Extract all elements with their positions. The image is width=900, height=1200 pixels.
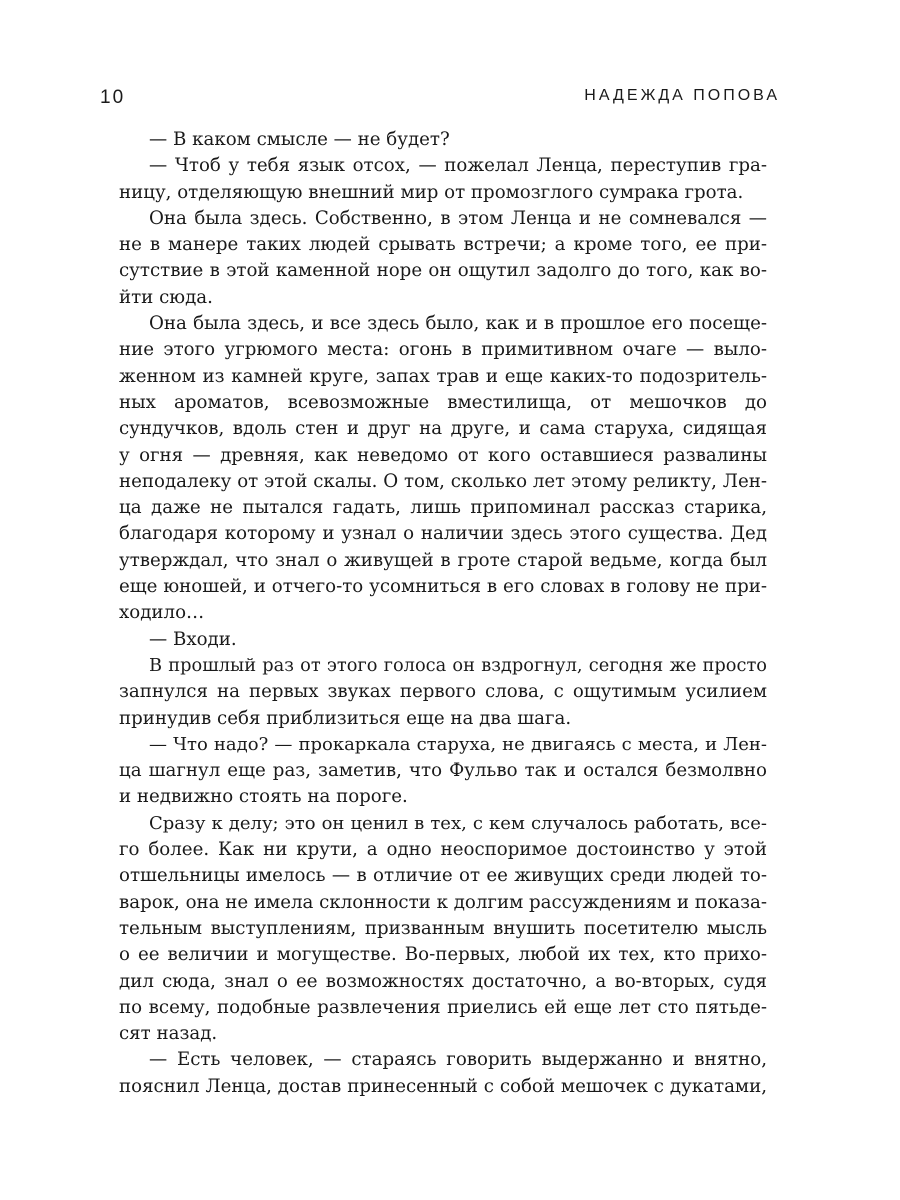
text-line: не в манере таких людей срывать встречи; а кроме того, ее при-	[119, 234, 767, 256]
page-number: 10	[100, 87, 126, 108]
text-line: Сразу к делу; это он ценил в тех, с кем случалось работать, все-	[149, 812, 767, 834]
text-line: благодаря которому и узнал о наличии здесь этого существа. Дед	[119, 523, 767, 545]
text-line: тельным выступлениям, призванным внушить посетителю мысль	[119, 917, 767, 939]
text-line: ца шагнул еще раз, заметив, что Фульво так и остался безмолвно	[119, 760, 767, 782]
text-line: женном из камней круге, запах трав и еще каких-то подозритель-	[119, 365, 767, 387]
text-line: сят назад.	[119, 1023, 218, 1045]
text-line: го более. Как ни крути, а одно неоспоримое достоинство у этой	[119, 839, 767, 861]
text-line: ных ароматов, всевозможные вместилища, от мешочков до	[119, 391, 767, 413]
text-line: Она была здесь. Собственно, в этом Ленца и не сомневался —	[149, 207, 767, 229]
text-line: — Что надо? — прокаркала старуха, не двигаясь с места, и Лен-	[149, 733, 767, 755]
text-line: пояснил Ленца, достав принесенный с собой мешочек с дукатами,	[119, 1075, 767, 1097]
running-head-author: НАДЕЖДА ПОПОВА	[584, 87, 780, 104]
text-line: отшельницы имелось — в отличие от ее живущих среди людей то-	[119, 865, 767, 887]
text-line: — В каком смысле — не будет?	[149, 129, 450, 150]
text-line: варок, она не имела склонности к долгим рассуждениям и показа-	[119, 891, 768, 913]
text-line: еще юношей, и отчего-то усомниться в его словах в голову не при-	[119, 576, 767, 598]
text-line: по всему, подобные развлечения приелись ей еще лет сто пятьде-	[119, 996, 767, 1018]
text-line: принудив себя приблизиться еще на два шага.	[119, 707, 572, 729]
text-line: запнулся на первых звуках первого слова, с ощутимым усилием	[119, 681, 767, 703]
text-line: Она была здесь, и все здесь было, как и в прошлое его посеще-	[149, 313, 767, 335]
text-line: утверждал, что знал о живущей в гроте старой ведьме, когда был	[119, 549, 767, 571]
text-line: — Входи.	[149, 628, 237, 650]
text-line: сундучков, вдоль стен и друг на друге, и сама старуха, сидящая	[119, 418, 767, 440]
text-line: В прошлый раз от этого голоса он вздрогнул, сегодня же просто	[149, 654, 767, 676]
text-line: — Чтоб у тебя язык отсох, — пожелал Ленца, переступив гра-	[149, 155, 767, 177]
text-line: — Есть человек, — стараясь говорить выдержанно и внятно,	[149, 1049, 767, 1071]
text-line: неподалеку от этой скалы. О том, сколько лет этому реликту, Лен-	[119, 470, 767, 492]
text-line: йти сюда.	[119, 286, 213, 308]
text-line: ницу, отделяющую внешний мир от промозглого сумрака грота.	[119, 181, 744, 203]
text-line: ние этого угрюмого места: огонь в примитивном очаге — выло-	[119, 339, 767, 361]
text-line: ца даже не пытался гадать, лишь припоминал рассказ старика,	[119, 497, 767, 519]
text-line: о ее величии и могуществе. Во-первых, любой их тех, кто прихо-	[119, 944, 767, 966]
text-line: и недвижно стоять на пороге.	[119, 786, 408, 808]
text-line: ходило…	[119, 602, 205, 624]
text-line: у огня — древняя, как неведомо от кого оставшиеся развалины	[119, 444, 767, 466]
text-line: сутствие в этой каменной норе он ощутил задолго до того, как во-	[119, 260, 767, 282]
text-line: дил сюда, знал о ее возможностях достаточно, а во-вторых, судя	[119, 970, 767, 992]
body-text	[119, 127, 767, 1100]
